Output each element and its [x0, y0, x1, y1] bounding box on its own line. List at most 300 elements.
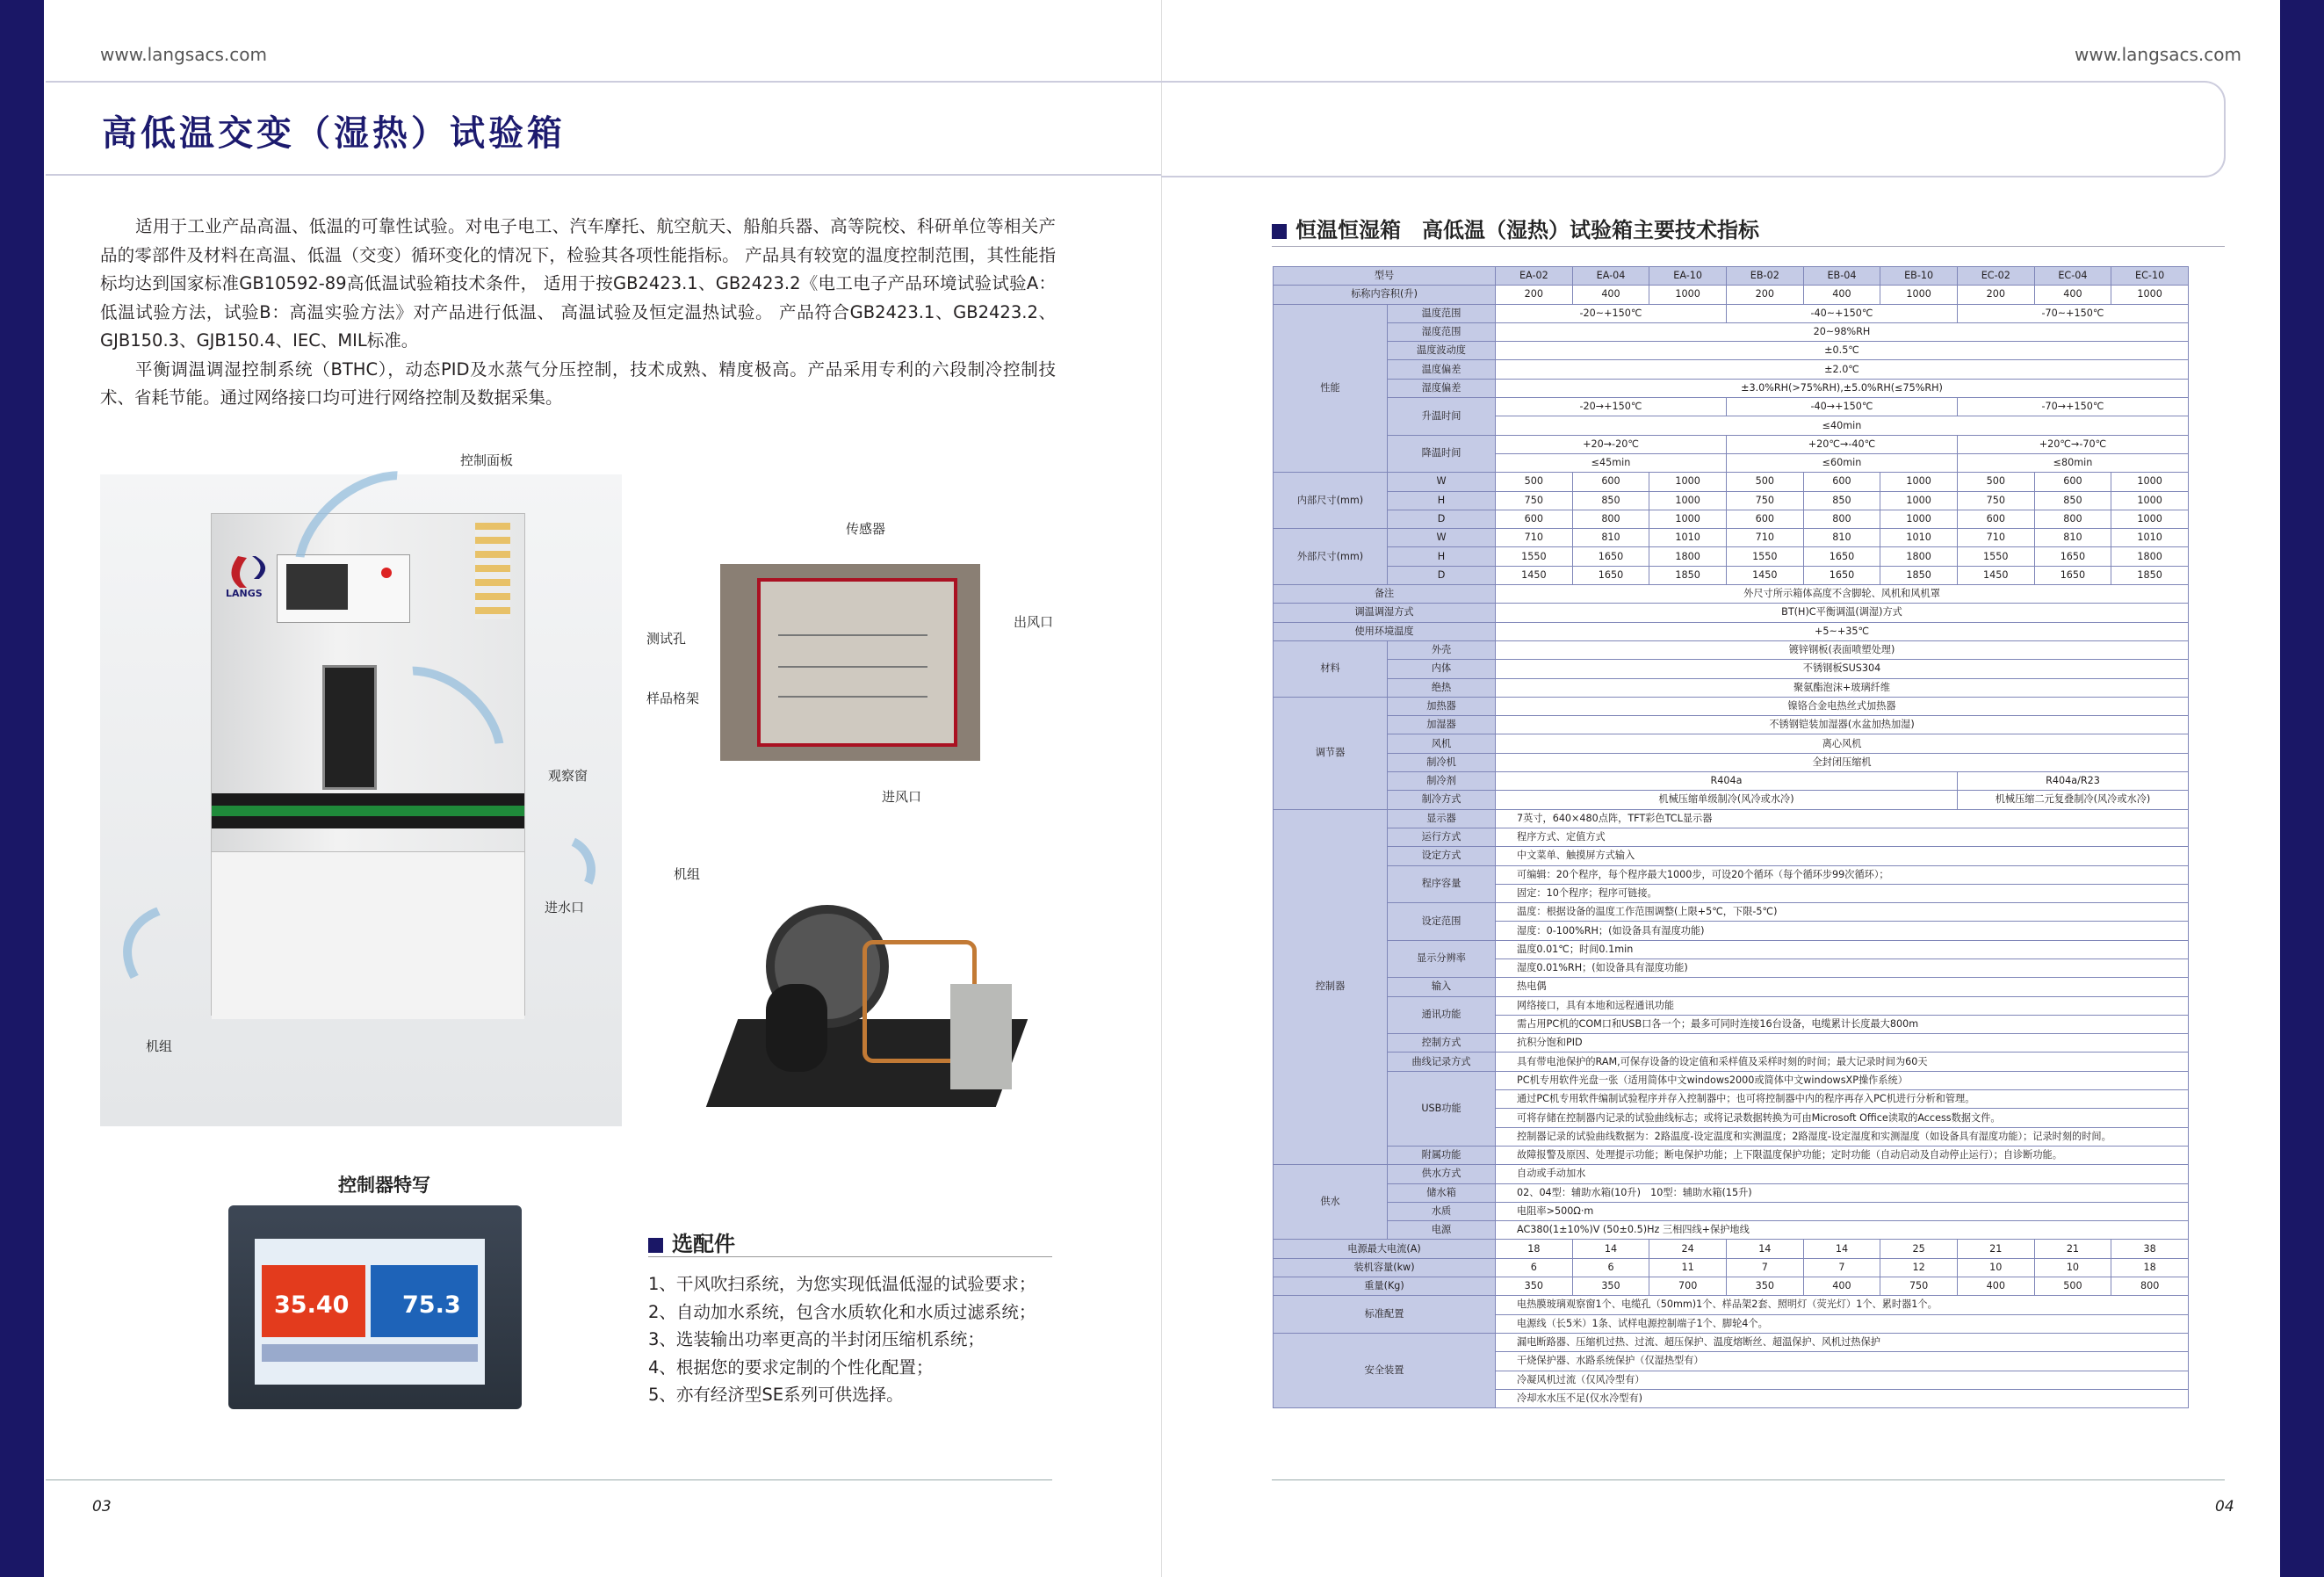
spec-row-label: 外壳	[1388, 640, 1496, 659]
title-area	[46, 81, 1161, 176]
spec-row	[1274, 791, 2189, 809]
spec-row-label: 通讯功能	[1388, 996, 1496, 1034]
label-air-outlet: 出风口	[1014, 614, 1054, 630]
spec-cell: 800	[2034, 510, 2111, 528]
spec-cell: 1010	[1649, 529, 1727, 547]
spec-cell: 800	[2111, 1277, 2189, 1296]
spec-cell: ≤45min	[1496, 453, 1727, 472]
spec-cell: 外尺寸所示箱体高度不含脚轮、风机和风机罩	[1496, 585, 2189, 604]
brand-logo-text: LANGS	[226, 588, 263, 599]
spec-cell: 1550	[1726, 547, 1803, 566]
spec-row	[1274, 847, 2189, 865]
spec-cell: 500	[1957, 473, 2034, 491]
square-bullet-icon	[1272, 224, 1287, 239]
spec-row	[1274, 1034, 2189, 1053]
spec-cell: 24	[1649, 1240, 1727, 1258]
spec-row	[1274, 491, 2189, 510]
spec-row	[1274, 828, 2189, 846]
spec-cell: +5~+35℃	[1496, 622, 2189, 640]
spec-cell: 10	[2034, 1258, 2111, 1277]
spec-cell: 1000	[2111, 286, 2189, 304]
spec-cell: 冷凝风机过流（仅风冷型有）	[1496, 1371, 2189, 1389]
spec-row	[1274, 1183, 2189, 1202]
spec-row-label: 降温时间	[1388, 435, 1496, 473]
spec-cell: 需占用PC机的COM口和USB口各一个；最多可同时连接16台设备，电缆累计长度最大800m	[1496, 1015, 2189, 1033]
spec-row	[1274, 566, 2189, 584]
temp-value: 35.40	[274, 1291, 350, 1319]
spec-row-label: 绝热	[1388, 678, 1496, 697]
spec-group-label: 外部尺寸(mm)	[1274, 529, 1388, 585]
spec-cell: 1450	[1496, 566, 1573, 584]
square-bullet-icon	[648, 1238, 663, 1253]
spec-row-label: 电源	[1388, 1221, 1496, 1240]
spec-row	[1274, 1071, 2189, 1089]
spec-row	[1274, 716, 2189, 734]
spec-cell: 1650	[1572, 566, 1649, 584]
spec-cell: 固定：10个程序；程序可链接。	[1496, 884, 2189, 902]
spec-cell: 1650	[1803, 566, 1880, 584]
spec-row-label: 设定方式	[1388, 847, 1496, 865]
spec-cell: AC380(1±10%)V (50±0.5)Hz 三相四线+保护地线	[1496, 1221, 2189, 1240]
label-test-hole: 测试孔	[646, 631, 687, 647]
spec-row-label: 制冷机	[1388, 753, 1496, 771]
spec-row	[1274, 903, 2189, 922]
spec-row	[1274, 342, 2189, 360]
spec-row	[1274, 529, 2189, 547]
spec-cell: 400	[1572, 286, 1649, 304]
spec-table	[1273, 266, 2189, 1408]
spec-cell: 1000	[2111, 510, 2189, 528]
spec-cell: 机械压缩二元复叠制冷(风冷或水冷)	[1957, 791, 2188, 809]
spec-cell: 750	[1957, 491, 2034, 510]
spec-cell: 1850	[2111, 566, 2189, 584]
spec-cell: 200	[1957, 286, 2034, 304]
spec-cell: 12	[1880, 1258, 1958, 1277]
spec-row	[1274, 1296, 2189, 1314]
spec-row	[1274, 379, 2189, 397]
spec-row-label: 装机容量(kw)	[1274, 1258, 1496, 1277]
spec-cell: -40→+150℃	[1726, 398, 1957, 416]
spec-row-label: W	[1388, 529, 1496, 547]
spec-cell: 11	[1649, 1258, 1727, 1277]
spec-cell: EC-10	[2111, 267, 2189, 286]
spec-cell: EB-10	[1880, 267, 1958, 286]
status-bar	[262, 1344, 478, 1362]
spec-cell: 400	[2034, 286, 2111, 304]
controller-photo	[228, 1205, 522, 1409]
spec-cell: BT(H)C平衡调温(调湿)方式	[1496, 604, 2189, 622]
spec-row-label: 制冷剂	[1388, 772, 1496, 791]
spec-cell: 干烧保护器、水路系统保护（仅湿热型有）	[1496, 1352, 2189, 1371]
spec-row	[1274, 604, 2189, 622]
spec-group-label: 控制器	[1274, 809, 1388, 1165]
label-viewing-window: 观察窗	[548, 768, 588, 784]
spec-group-label: 供水	[1274, 1165, 1388, 1240]
spec-cell: 1850	[1649, 566, 1727, 584]
spec-cell: 程序方式、定值方式	[1496, 828, 2189, 846]
options-heading	[648, 1226, 735, 1257]
spec-cell: 温度0.01℃；时间0.1min	[1496, 940, 2189, 958]
spec-cell: 1650	[1803, 547, 1880, 566]
spec-cell: 6	[1496, 1258, 1573, 1277]
spec-row	[1274, 978, 2189, 996]
spec-cell: 18	[1496, 1240, 1573, 1258]
spec-cell: 1800	[1880, 547, 1958, 566]
spec-cell: 600	[1496, 510, 1573, 528]
spec-cell: 1000	[1880, 491, 1958, 510]
spec-row-label: 升温时间	[1388, 398, 1496, 436]
spec-cell: 1000	[2111, 491, 2189, 510]
spec-cell: 02、04型：辅助水箱(10升) 10型：辅助水箱(15升)	[1496, 1183, 2189, 1202]
spec-heading-rule	[1272, 246, 2225, 247]
spec-cell: R404a/R23	[1957, 772, 2188, 791]
spec-cell: 可编辑：20个程序，每个程序最大1000步，可设20个循环（每个循环步99次循环）；	[1496, 865, 2189, 884]
spec-row	[1274, 1221, 2189, 1240]
spec-cell: 1450	[1957, 566, 2034, 584]
spec-group-label: 性能	[1274, 304, 1388, 473]
humidity-value: 75.3	[402, 1291, 461, 1319]
spec-cell: 200	[1496, 286, 1573, 304]
intro-paragraph-1: 适用于工业产品高温、低温的可靠性试验。对电子电工、汽车摩托、航空航天、船舶兵器、高等院校、科研单位等相关产品的零部件及材料在高温、低温（交变）循环变化的情况下，检验其各项性能指标。 产品具有较宽的温度控制范围，其性能指标均达到国家标准GB10592-89高低温试验箱技术条件， 适用于按GB2423.1、GB2423.2《电工电子产品环境试验试验A：低温试验方法，试验B：高温实验方法》对产品进行低温、 高温试验及恒定温热试验。 产品符合GB2423.1、GB2423.2、GJB150.3、GJB150.4、IEC、MIL标准。	[100, 216, 1056, 351]
spec-row	[1274, 1240, 2189, 1258]
spec-cell: -20~+150℃	[1496, 304, 1727, 322]
spec-cell: 1000	[1649, 491, 1727, 510]
spec-cell: 自动或手动加水	[1496, 1165, 2189, 1183]
spec-cell: 710	[1957, 529, 2034, 547]
spec-cell: -20→+150℃	[1496, 398, 1727, 416]
spec-cell: 710	[1496, 529, 1573, 547]
spec-row-label: 内体	[1388, 660, 1496, 678]
spec-row	[1274, 753, 2189, 771]
option-item: 3、选装输出功率更高的半封闭压缩机系统；	[648, 1329, 985, 1349]
spec-row-label: 加热器	[1388, 697, 1496, 715]
spec-cell: 18	[2111, 1258, 2189, 1277]
label-unit: 机组	[146, 1038, 173, 1054]
spec-row	[1274, 678, 2189, 697]
spec-cell: 25	[1880, 1240, 1958, 1258]
spec-cell: 750	[1496, 491, 1573, 510]
product-photo	[100, 474, 622, 1126]
compressor-body	[766, 984, 827, 1072]
spec-row-label: 重量(Kg)	[1274, 1277, 1496, 1296]
spec-cell: 1000	[1880, 473, 1958, 491]
spec-cell: 聚氨酯泡沫+玻璃纤维	[1496, 678, 2189, 697]
spec-cell: 400	[1957, 1277, 2034, 1296]
spec-cell: 控制器记录的试验曲线数据为：2路温度-设定温度和实测温度；2路湿度-设定湿度和实测湿度（如设备具有湿度功能）；记录时刻的时间。	[1496, 1127, 2189, 1146]
spec-cell: 1650	[2034, 566, 2111, 584]
spec-cell: 离心风机	[1496, 734, 2189, 753]
spec-cell: PC机专用软件光盘一张（适用简体中文windows2000或简体中文windowsXP操作系统）	[1496, 1071, 2189, 1089]
spec-row-label: 设定范围	[1388, 903, 1496, 941]
controller-screen	[255, 1239, 485, 1385]
spec-row-label: 显示器	[1388, 809, 1496, 828]
spec-cell: 7	[1726, 1258, 1803, 1277]
spec-cell: 38	[2111, 1240, 2189, 1258]
spec-cell: 1010	[2111, 529, 2189, 547]
spec-cell: 1000	[1649, 473, 1727, 491]
right-url[interactable]: www.langsacs.com	[2075, 44, 2241, 65]
spec-cell: 1800	[2111, 547, 2189, 566]
spec-row	[1274, 660, 2189, 678]
spec-row-label: 供水方式	[1388, 1165, 1496, 1183]
option-item: 1、干风吹扫系统，为您实现低温低湿的试验要求；	[648, 1274, 1036, 1294]
spec-cell: 400	[1803, 1277, 1880, 1296]
spec-cell: 1000	[1649, 510, 1727, 528]
spec-row-label: W	[1388, 473, 1496, 491]
spec-row	[1274, 734, 2189, 753]
spec-group-label: 内部尺寸(mm)	[1274, 473, 1388, 529]
spec-row-label: 输入	[1388, 978, 1496, 996]
spec-row	[1274, 865, 2189, 884]
spec-cell: 1550	[1957, 547, 2034, 566]
spec-cell: 具有带电池保护的RAM,可保存设备的设定值和采样值及采样时刻的时间；最大记录时间为60天	[1496, 1053, 2189, 1071]
spec-heading	[1272, 213, 1759, 243]
spec-cell: 热电偶	[1496, 978, 2189, 996]
spec-cell: 不锈钢铠装加湿器(水盆加热加湿)	[1496, 716, 2189, 734]
spec-row-label: 曲线记录方式	[1388, 1053, 1496, 1071]
spec-title: 恒温恒湿箱 高低温（湿热）试验箱主要技术指标	[1296, 218, 1759, 242]
spec-cell: 温度：根据设备的温度工作范围调整(上限+5℃，下限-5℃)	[1496, 903, 2189, 922]
spec-cell: 810	[1803, 529, 1880, 547]
option-item: 4、根据您的要求定制的个性化配置；	[648, 1356, 934, 1378]
spec-cell: 850	[1572, 491, 1649, 510]
chamber-opening	[757, 578, 957, 747]
spec-cell: 800	[1572, 510, 1649, 528]
spec-row	[1274, 435, 2189, 453]
label-sample-rack: 样品格架	[646, 691, 700, 706]
green-stripe	[212, 806, 524, 816]
spec-row-label: 调温调湿方式	[1274, 604, 1496, 622]
left-page-number: 03	[92, 1498, 112, 1516]
spec-cell: 7英寸，640×480点阵，TFT彩色TCL显示器	[1496, 809, 2189, 828]
spec-cell: 21	[1957, 1240, 2034, 1258]
spec-cell: 350	[1726, 1277, 1803, 1296]
spec-cell: 机械压缩单级制冷(风冷或水冷)	[1496, 791, 1958, 809]
right-footer-rule	[1272, 1479, 2225, 1480]
spec-row-label: D	[1388, 566, 1496, 584]
spec-row	[1274, 510, 2189, 528]
spec-cell: 850	[2034, 491, 2111, 510]
spec-cell: EA-02	[1496, 267, 1573, 286]
spec-row-label: 制冷方式	[1388, 791, 1496, 809]
spec-row-label: 加湿器	[1388, 716, 1496, 734]
spec-row	[1274, 547, 2189, 566]
spec-row-label: 标称内容积(升)	[1274, 286, 1496, 304]
spec-cell: 湿度0.01%RH；(如设备具有湿度功能)	[1496, 958, 2189, 977]
spec-cell: 可将存储在控制器内记录的试验曲线标志；或将记录数据转换为可由Microsoft Office读取的Access数据文件。	[1496, 1109, 2189, 1127]
spec-row-label: 安全装置	[1274, 1333, 1496, 1407]
spec-cell: 810	[2034, 529, 2111, 547]
spec-cell: 漏电断路器、压缩机过热、过流、超压保护、温度熔断丝、超温保护、风机过热保护	[1496, 1333, 2189, 1351]
spec-cell: 10	[1957, 1258, 2034, 1277]
spec-row	[1274, 809, 2189, 828]
options-list	[648, 1270, 1036, 1409]
spec-row	[1274, 267, 2189, 286]
spec-row-label: 型号	[1274, 267, 1496, 286]
spec-cell: -70→+150℃	[1957, 398, 2188, 416]
spec-cell: ≤60min	[1726, 453, 1957, 472]
spec-row-label: 显示分辨率	[1388, 940, 1496, 978]
spec-cell: 电源线（长5米）1条、试样电源控制端子1个、脚轮4个。	[1496, 1314, 2189, 1333]
spec-cell: 电阻率>500Ω·m	[1496, 1202, 2189, 1220]
spec-row	[1274, 697, 2189, 715]
spec-cell: 1650	[2034, 547, 2111, 566]
options-rule	[648, 1256, 1052, 1257]
spec-cell: 中文菜单、触摸屏方式输入	[1496, 847, 2189, 865]
spec-cell: 500	[1496, 473, 1573, 491]
spec-row-label: H	[1388, 547, 1496, 566]
spec-cell: +20℃→-70℃	[1957, 435, 2188, 453]
spec-row-label: 水质	[1388, 1202, 1496, 1220]
spec-row	[1274, 1258, 2189, 1277]
spec-group-label: 材料	[1274, 640, 1388, 697]
spec-cell: 不锈钢板SUS304	[1496, 660, 2189, 678]
right-header-box	[1161, 81, 2226, 177]
spec-row-label: USB功能	[1388, 1071, 1496, 1146]
spec-cell: 镍铬合金电热丝式加热器	[1496, 697, 2189, 715]
spec-cell: -40~+150℃	[1726, 304, 1957, 322]
spec-cell: 湿度：0-100%RH；(如设备具有湿度功能)	[1496, 922, 2189, 940]
spec-cell: 14	[1572, 1240, 1649, 1258]
spec-cell: +20→-20℃	[1496, 435, 1727, 453]
spec-row-label: 标准配置	[1274, 1296, 1496, 1334]
option-item: 2、自动加水系统，包含水质软化和水质过滤系统；	[648, 1301, 1036, 1322]
spec-row	[1274, 398, 2189, 416]
spec-cell: 350	[1496, 1277, 1573, 1296]
spec-cell: 1000	[1880, 510, 1958, 528]
label-air-inlet: 进风口	[882, 789, 922, 805]
spec-cell: ±2.0℃	[1496, 360, 2189, 379]
label-control-panel: 控制面板	[460, 452, 514, 468]
spec-cell: 200	[1726, 286, 1803, 304]
spec-row	[1274, 286, 2189, 304]
left-footer-rule	[46, 1479, 1052, 1480]
spec-cell: +20℃→-40℃	[1726, 435, 1957, 453]
spec-cell: 600	[1957, 510, 2034, 528]
spec-cell: ±0.5℃	[1496, 342, 2189, 360]
spec-cell: 1800	[1649, 547, 1727, 566]
spec-row	[1274, 1277, 2189, 1296]
spec-cell: 700	[1649, 1277, 1727, 1296]
spec-cell: ≤80min	[1957, 453, 2188, 472]
warning-labels	[475, 523, 510, 619]
page-gutter	[1161, 0, 1162, 1577]
spec-row	[1274, 360, 2189, 379]
spec-row-label: 程序容量	[1388, 865, 1496, 903]
rack-line-1	[778, 634, 927, 636]
spec-cell: ≤40min	[1496, 416, 2189, 435]
spec-cell: 1000	[2111, 473, 2189, 491]
spec-cell: 电热膜玻璃观察窗1个、电缆孔（50mm)1个、样品架2套、照明灯（荧光灯）1个、累时器1个。	[1496, 1296, 2189, 1314]
spec-row	[1274, 1333, 2189, 1351]
page-title: 高低温交变（湿热）试验箱	[102, 113, 566, 154]
spec-row-label: 温度波动度	[1388, 342, 1496, 360]
spec-cell: EA-04	[1572, 267, 1649, 286]
spec-row-label: 附属功能	[1388, 1146, 1496, 1164]
spec-cell: 1000	[1880, 286, 1958, 304]
spec-row	[1274, 940, 2189, 958]
label-compressor-unit: 机组	[674, 866, 701, 882]
spec-cell: 1450	[1726, 566, 1803, 584]
interior-photo	[720, 564, 980, 761]
spec-row	[1274, 322, 2189, 341]
spec-cell: -70~+150℃	[1957, 304, 2188, 322]
spec-cell: 750	[1726, 491, 1803, 510]
spec-cell: EB-04	[1803, 267, 1880, 286]
spec-row-label: 运行方式	[1388, 828, 1496, 846]
left-url[interactable]: www.langsacs.com	[100, 44, 267, 65]
label-sensor: 传感器	[846, 521, 886, 537]
controller-title: 控制器特写	[338, 1175, 430, 1196]
spec-row-label: 储水箱	[1388, 1183, 1496, 1202]
right-page-number: 04	[2215, 1498, 2234, 1516]
spec-row	[1274, 304, 2189, 322]
spec-row-label: 备注	[1274, 585, 1496, 604]
spec-row	[1274, 1202, 2189, 1220]
spec-cell: 600	[1803, 473, 1880, 491]
spec-cell: 故障报警及原因、处理提示功能；断电保护功能；上下限温度保护功能；定时功能（自动启动及自动停止运行）；自诊断功能。	[1496, 1146, 2189, 1164]
spec-row	[1274, 772, 2189, 791]
spec-row-label: 温度范围	[1388, 304, 1496, 322]
spec-cell: 14	[1726, 1240, 1803, 1258]
spec-cell: 抗积分饱和PID	[1496, 1034, 2189, 1053]
intro-paragraph-2: 平衡调温调湿控制系统（BTHC），动态PID及水蒸气分压控制，技术成熟、精度极高。产品采用专利的六段制冷控制技术、省耗节能。通过网络接口均可进行网络控制及数据采集。	[100, 358, 1056, 408]
spec-cell: 350	[1572, 1277, 1649, 1296]
compressor-photo	[713, 887, 1031, 1118]
spec-row	[1274, 622, 2189, 640]
temp-panel	[262, 1265, 365, 1337]
spec-cell: 400	[1803, 286, 1880, 304]
spec-cell: 14	[1803, 1240, 1880, 1258]
spec-row	[1274, 640, 2189, 659]
brand-logo-icon	[220, 549, 277, 602]
spec-row-label: 风机	[1388, 734, 1496, 753]
spec-cell: 800	[1803, 510, 1880, 528]
spec-cell: 500	[1726, 473, 1803, 491]
spec-cell: 21	[2034, 1240, 2111, 1258]
spec-cell: 1850	[1880, 566, 1958, 584]
spec-cell: 20~98%RH	[1496, 322, 2189, 341]
spec-cell: ±3.0%RH(>75%RH),±5.0%RH(≤75%RH)	[1496, 379, 2189, 397]
spec-cell: 全封闭压缩机	[1496, 753, 2189, 771]
spec-cell: EA-10	[1649, 267, 1727, 286]
spec-row-label: 湿度范围	[1388, 322, 1496, 341]
spec-cell: 1550	[1496, 547, 1573, 566]
option-item: 5、亦有经济型SE系列可供选择。	[648, 1385, 904, 1405]
spec-cell: 通过PC机专用软件编制试验程序并存入控制器中；也可将控制器中内的程序再存入PC机进行分析和管理。	[1496, 1090, 2189, 1109]
spec-row-label: 使用环境温度	[1274, 622, 1496, 640]
humidity-panel	[371, 1265, 478, 1337]
spec-row	[1274, 585, 2189, 604]
left-edge-band	[0, 0, 44, 1577]
spec-cell: 600	[1726, 510, 1803, 528]
spec-cell: EC-04	[2034, 267, 2111, 286]
spec-row-label: 湿度偏差	[1388, 379, 1496, 397]
side-box	[950, 984, 1012, 1089]
spec-cell: EB-02	[1726, 267, 1803, 286]
spec-cell: 710	[1726, 529, 1803, 547]
spec-row	[1274, 1053, 2189, 1071]
spec-row	[1274, 996, 2189, 1015]
spec-cell: 7	[1803, 1258, 1880, 1277]
spec-row-label: 控制方式	[1388, 1034, 1496, 1053]
spec-cell: 500	[2034, 1277, 2111, 1296]
spec-cell: 750	[1880, 1277, 1958, 1296]
spec-cell: 1650	[1572, 547, 1649, 566]
spec-cell: 600	[2034, 473, 2111, 491]
rack-line-2	[778, 666, 927, 668]
spec-cell: 1010	[1880, 529, 1958, 547]
